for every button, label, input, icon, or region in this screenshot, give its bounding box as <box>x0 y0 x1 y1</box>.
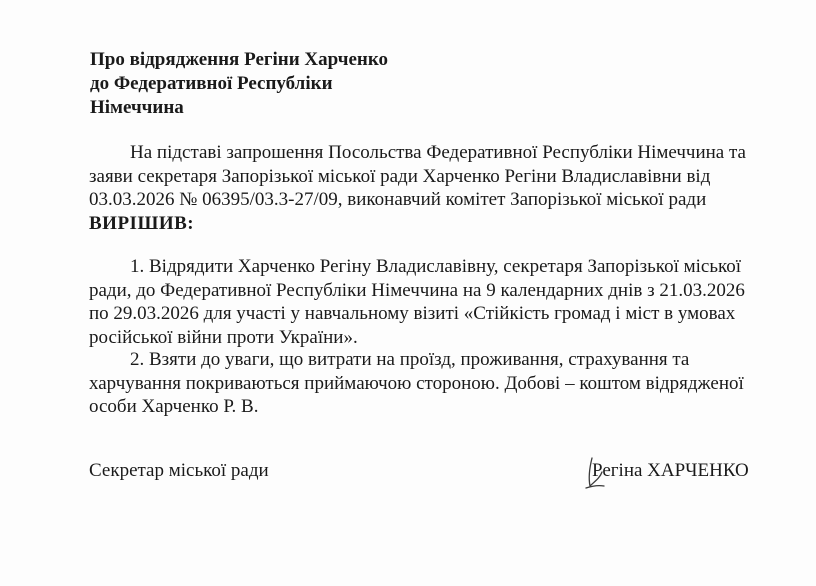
item-1-paragraph <box>89 255 789 349</box>
title-line-2: до Федеративної Республіки <box>90 73 333 94</box>
item-2-paragraph <box>89 348 789 419</box>
item-1-line-2: ради, до Федеративної Республіки Німеччина на 9 календарних днів з 21.03.2026 <box>89 279 745 301</box>
item-2-line-3: особи Харченко Р. В. <box>89 396 259 417</box>
item-1-line-1: 1. Відрядити Харченко Регіну Владиславівну, секретаря Запорізької міської <box>130 256 742 277</box>
preamble-line-3: 03.03.2026 № 06395/03.3-27/09, виконавчий комітет Запорізької міської ради <box>89 189 707 210</box>
preamble-line-1: На підставі запрошення Посольства Федеративної Республіки Німеччина та <box>130 142 746 163</box>
item-1-line-3: по 29.03.2026 для участі у навчальному візиті «Стійкість громад і міст в умовах <box>89 303 736 324</box>
preamble-line-2: заяви секретаря Запорізької міської ради Харченко Регіни Владиславівни від <box>89 165 711 187</box>
title-line-1: Про відрядження Регіни Харченко <box>90 49 389 70</box>
title-line-3: Німеччина <box>90 97 184 118</box>
signatory-name: Регіна ХАРЧЕНКО <box>592 460 749 481</box>
item-1-line-4: російської війни проти України». <box>89 326 358 348</box>
signatory-position: Секретар міської ради <box>89 460 269 481</box>
item-2-line-1: 2. Взяти до уваги, що витрати на проїзд, проживання, страхування та <box>130 349 690 370</box>
preamble-paragraph <box>89 141 789 235</box>
document-title <box>90 48 388 120</box>
item-2-line-2: харчування покриваються приймаючою стороною. Добові – коштом відрядженої <box>89 372 744 394</box>
decision-heading: ВИРІШИВ: <box>89 212 195 234</box>
